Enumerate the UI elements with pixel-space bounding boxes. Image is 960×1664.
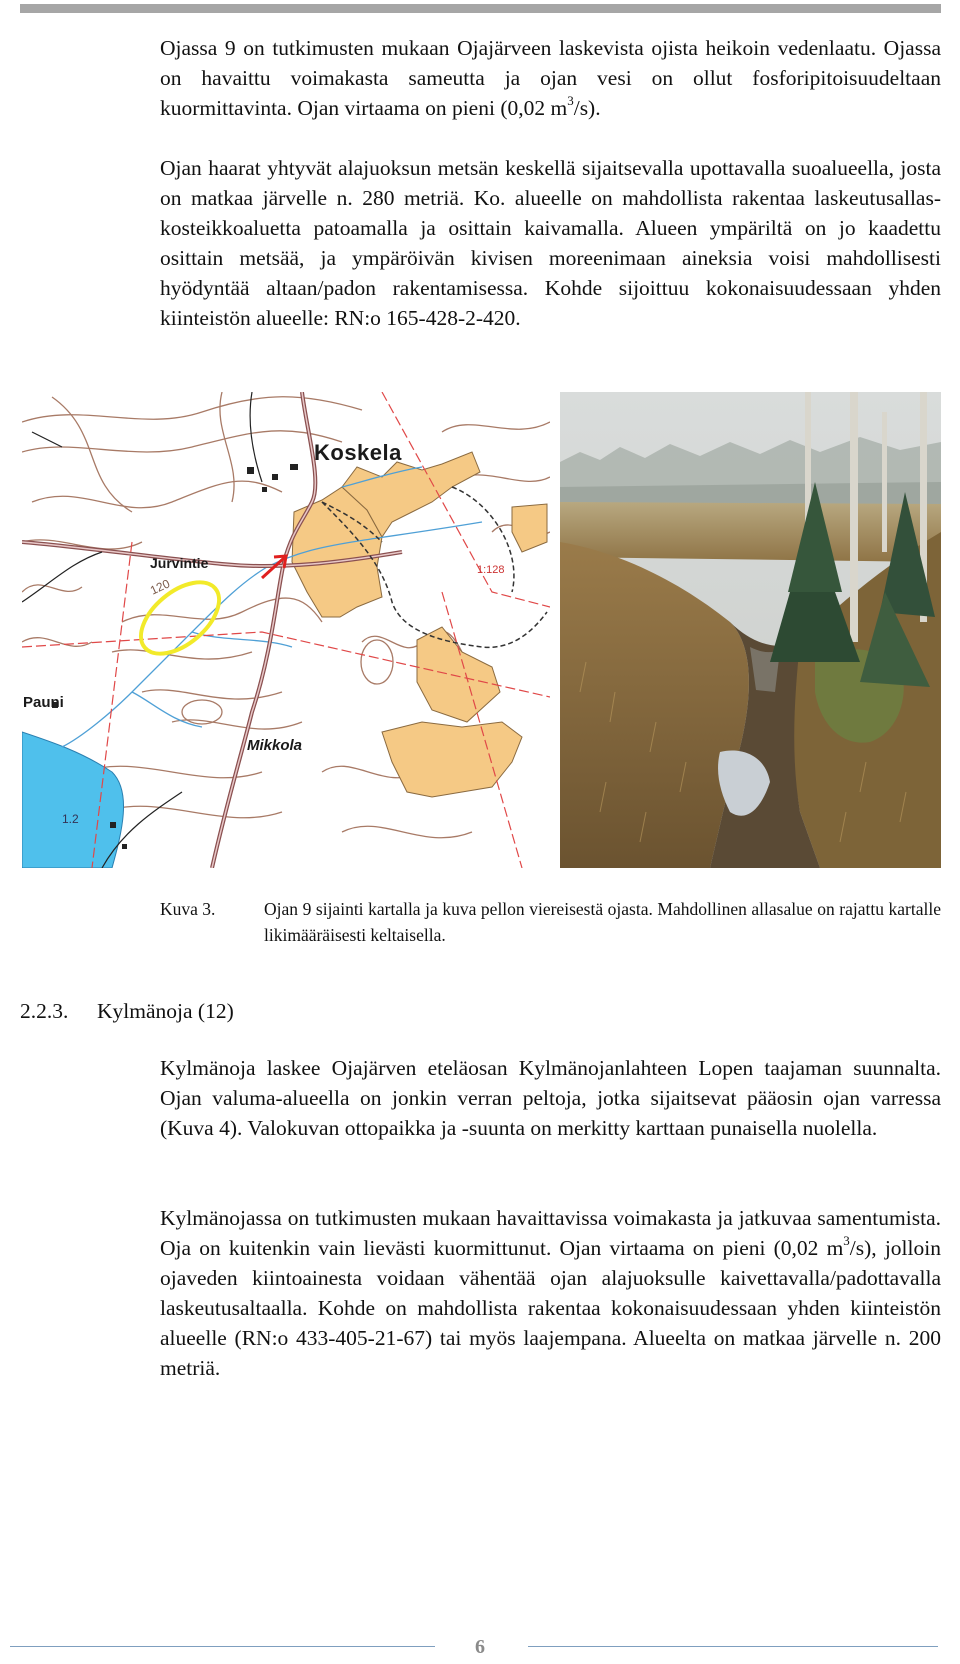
map-label-property-id: 1:128: [477, 564, 505, 576]
topographic-map: [22, 392, 550, 868]
superscript: 3: [567, 92, 574, 108]
map-label-lake: 1.2: [62, 812, 79, 826]
footer-rule-right: [528, 1646, 938, 1647]
map-label-koskela: Koskela: [314, 440, 402, 465]
map-label-mikkola: Mikkola: [247, 737, 303, 754]
figure-caption-text: Ojan 9 sijainti kartalla ja kuva pellon viereisestä ojasta. Mahdollinen allasalue on rajattu kartalle likimääräisesti keltaisella.: [264, 899, 941, 945]
paragraph-kylmanoja-quality: [160, 1203, 941, 1383]
paragraph-text: /s), jolloin ojaveden kiintoainesta voidaan vähentää ojan alajuoksulle kaivettavalla/padottavalla laskeutusaltaalla. Kohde on mahdollista rakentaa kokonaisuudessaan yhden kiinteistön alueelle (RN:o 433-405-21-67) tai myös laajempana. Alueelta on matkaa järvelle n. 200 metriä.: [160, 1236, 941, 1380]
figure-3: [22, 392, 941, 868]
photo-drawing: [560, 392, 941, 868]
paragraph-oja9-wetland: Ojan haarat yhtyvät alajuoksun metsän keskellä sijaitsevalla upottavalla suoalueella, josta on matkaa järvelle n. 280 metriä. Ko. alueelle on mahdollista rakentaa laskeutusallas-kosteikkoaluetta patoamalla ja osittain kaivamalla. Alueen ympäriltä on jo kaadettu osittain metsää, ja ympäröivän kivisen moreenimaan aineksia voisi mahdollisesti hyödyntää altaan/padon rakentamisessa. Kohde sijoittuu kokonaisuudessaan yhden kiinteistön alueelle: RN:o 165-428-2-420.: [160, 156, 941, 330]
map-label-elevation: 120: [147, 576, 173, 598]
section-number: 2.2.3.: [20, 999, 69, 1023]
map-label-pauni: Pauni: [23, 694, 64, 711]
page-number: 6: [475, 1636, 485, 1658]
paragraph-text: Ojassa 9 on tutkimusten mukaan Ojajärveen laskevista ojista heikoin vedenlaatu. Ojassa on havaittu voimakasta sameutta ja ojan vesi on ollut fosforipitoisuudeltaan kuormittavinta. Ojan virtaama on pieni (0,02 m: [160, 36, 941, 120]
footer-rule-left: [10, 1646, 435, 1647]
ditch-photo: [560, 392, 941, 868]
map-label-jurvintie: Jurvintie: [150, 555, 209, 571]
paragraph-kylmanoja-intro: Kylmänoja laskee Ojajärven eteläosan Kylmänojanlahteen Lopen taajaman suunnalta. Ojan valuma-alueella on jonkin verran peltoja, jotka sijaitsevat pääosin ojan varressa (Kuva 4). Valokuvan ottopaikka ja -suunta on merkitty karttaan punaisella nuolella.: [160, 1056, 941, 1140]
map-drawing: [22, 392, 550, 868]
figure-caption-label: Kuva 3.: [160, 899, 216, 919]
superscript: 3: [843, 1232, 850, 1248]
paragraph-text: /s).: [573, 96, 601, 120]
header-rule: [20, 4, 941, 13]
paragraph-oja9-quality: [160, 33, 941, 123]
paragraph-text: Kylmänojassa on tutkimusten mukaan havaittavissa voimakasta ja jatkuvaa samentumista. Oja on kuitenkin vain lievästi kuormittunut. Ojan virtaama on pieni (0,02 m: [160, 1206, 941, 1260]
section-title: Kylmänoja (12): [97, 999, 234, 1023]
